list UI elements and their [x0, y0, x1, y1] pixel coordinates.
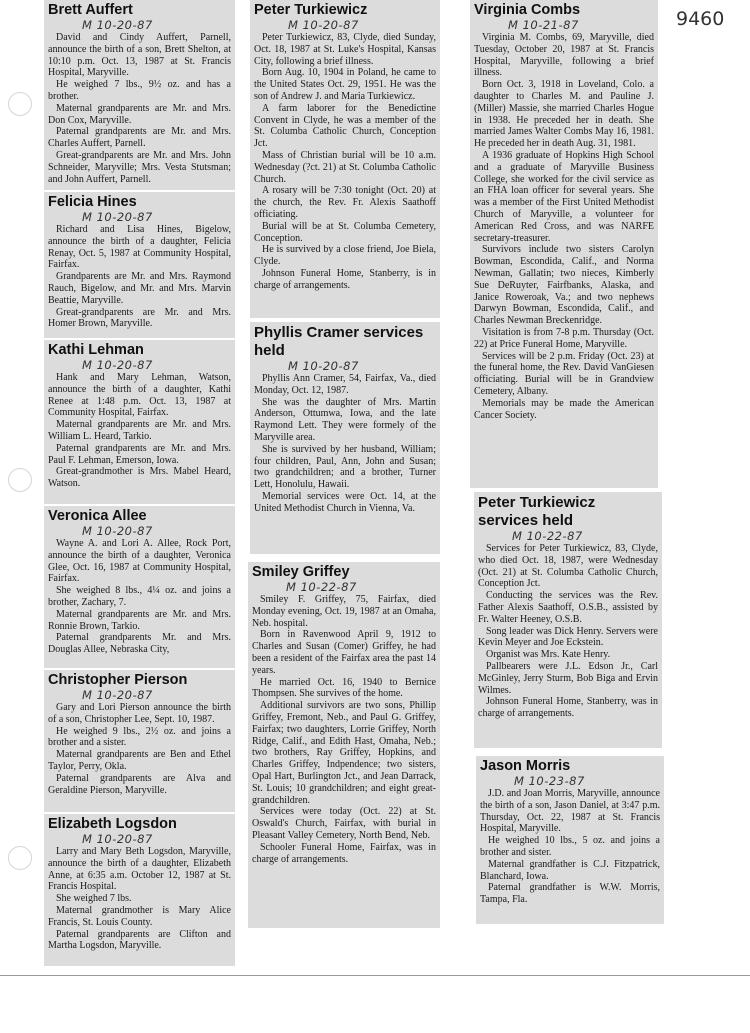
page-bottom-edge [0, 975, 750, 976]
paragraph: Born Aug. 10, 1904 in Poland, he came to the United States Oct. 29, 1951. He was the son of Andrew J. and Maria Turkiewicz. [254, 67, 436, 102]
paragraph: Virginia M. Combs, 69, Maryville, died Tuesday, October 20, 1987 at St. Francis Hospital, Maryville, following a brief illness. [474, 32, 654, 79]
paragraph: Peter Turkiewicz, 83, Clyde, died Sunday, Oct. 18, 1987 at St. Luke's Hospital, Kansas City, following a brief illness. [254, 32, 436, 67]
paragraph: Conducting the services was the Rev. Father Alexis Saathoff, O.S.B., assisted by Fr. Walter Heeney, O.S.B. [478, 590, 658, 625]
binder-hole-top [8, 92, 32, 116]
paragraph: Maternal grandfather is C.J. Fitzpatrick, Blanchard, Iowa. [480, 858, 660, 882]
clipping-brett-auffert [44, 0, 235, 190]
paragraph: Services will be 2 p.m. Friday (Oct. 23) at the funeral home, the Rev. David VanGiesen officiating. Burial will be in Grandview Cemetery, Albany. [474, 350, 654, 397]
date-stamp: M 10-20-87 [82, 688, 153, 702]
clipping-title: Kathi Lehman [48, 342, 144, 358]
clipping-title: Virginia Combs [474, 2, 581, 18]
paragraph: J.D. and Joan Morris, Maryville, announce the birth of a son, Jason Daniel, at 3:47 p.m. Thursday, Oct. 22, 1987 at St. Francis Hospital, Maryville. [480, 788, 660, 835]
paragraph: Great-grandparents are Mr. and Mrs. John Schneider, Maryville; Mrs. Vesta Stutsman; and John Auffert, Parnell. [48, 149, 231, 185]
clipping-title: Veronica Allee [48, 508, 147, 524]
date-stamp: M 10-20-87 [288, 18, 359, 32]
clipping-virginia-combs [470, 0, 658, 488]
date-stamp: M 10-20-87 [82, 358, 153, 372]
clipping-title: Jason Morris [480, 758, 571, 774]
date-stamp: M 10-21-87 [508, 18, 579, 32]
paragraph: She was the daughter of Mrs. Martin Anderson, Ottumwa, Iowa, and the late Raymond Lett. They were formely of the Maryville area. [254, 396, 436, 443]
paragraph: Memorial services were Oct. 14, at the United Methodist Church in Vienna, Va. [254, 490, 436, 514]
paragraph: Smiley F. Griffey, 75, Fairfax, died Monday evening, Oct. 19, 1987 at an Omaha, Neb. hospital. [252, 594, 436, 629]
clipping-felicia-hines [44, 192, 235, 338]
clipping-elizabeth-logsdon [44, 814, 235, 966]
paragraph: Great-grandmother is Mrs. Mabel Heard, Watson. [48, 466, 231, 490]
date-stamp: M 10-20-87 [82, 18, 153, 32]
paragraph: Organist was Mrs. Kate Henry. [486, 649, 611, 661]
clipping-title: Felicia Hines [48, 194, 137, 210]
clipping-jason-morris [476, 756, 664, 924]
date-stamp: M 10-22-87 [286, 580, 357, 594]
paragraph: Burial will be at St. Columba Cemetery, Conception. [254, 220, 436, 244]
paragraph: Paternal grandfather is W.W. Morris, Tampa, Fla. [480, 882, 660, 906]
paragraph: David and Cindy Auffert, Parnell, announce the birth of a son, Brett Shelton, at 10:10 p.m. Oct. 13, 1987 at St. Francis Hospital, Maryville. [48, 32, 231, 79]
paragraph: Paternal grandparents are Mr. and Mrs. Paul F. Lehman, Emerson, Iowa. [48, 442, 231, 466]
paragraph: Wayne A. and Lori A. Allee, Rock Port, announce the birth of a daughter, Veronica Glee, Oct. 16, 1987 at Community Hospital, Fairfax. [48, 538, 231, 585]
paragraph: Pallbearers were J.L. Edson Jr., Carl McGinley, Jerry Sturm, Bob Biga and Ervin Wilmes. [478, 660, 658, 696]
paragraph: Maternal grandparents are Mr. and Mrs. Don Cox, Maryville. [48, 102, 231, 126]
clipping-title: Peter Turkiewicz [254, 2, 368, 18]
paragraph: Richard and Lisa Hines, Bigelow, announce the birth of a daughter, Felicia Renay, Oct. 5, 1987 at Community Hospital, Fairfax. [48, 224, 231, 271]
date-stamp: M 10-20-87 [288, 359, 359, 373]
paragraph: Additional survivors are two sons, Phillip Griffey, Fremont, Neb., and Paul G. Griffey, Fairfax; two daughters, Lorrie Griffey, North Ridge, Calif., and Edith Hast, Omaha, Neb.; two brothers, Ray Griffey, Hopkins, and Charles Griffey, Indpendence; two sisters, Opal Hart, Burlington Jct., and Jean Darrack, St. Louis; 10 grandchildren; and eight great-grandchildren. [252, 700, 436, 806]
paragraph: She weighed 7 lbs. [56, 893, 132, 905]
clipping-veronica-allee [44, 506, 235, 668]
paragraph: Survivors include two sisters Carolyn Bowman, Escondida, Calif., and Norma Newman, Gallatin; two nieces, Kimberly Sue DeRuyter, Fairfbanks, Alaska, and Janice Roweroak, Va.; and two nephews Darwyn Bowman, Escondida, Calif., and Charles Newman Breckenridge. [474, 244, 654, 327]
paragraph: Larry and Mary Beth Logsdon, Maryville, announce the birth of a daughter, Elizabeth Anne, at 6:35 a.m. October 12, 1987 at St. Francis Hospital. [48, 846, 231, 893]
paragraph: He weighed 10 lbs., 5 oz. and joins a brother and sister. [480, 835, 660, 858]
page-number: 9460 [676, 8, 725, 30]
paragraph: Born Oct. 3, 1918 in Loveland, Colo. a daughter to Charles M. and Pauline J. (Miller) Massie, she married Charles Hogue in 1938. He preceded her in death. She married James Walter Combs May 16, 1981. He preceded her in death Aug. 31, 1981. [474, 79, 654, 150]
paragraph: Maternal grandmother is Mary Alice Francis, St. Louis County. [48, 904, 231, 928]
paragraph: Services for Peter Turkiewicz, 83, Clyde, who died Oct. 18, 1987, were Wednesday (Oct. 21) at St. Columba Catholic Church, Conception Jct. [478, 543, 658, 590]
paragraph: Gary and Lori Pierson announce the birth of a son, Christopher Lee, Sept. 10, 1987. [48, 702, 231, 725]
binder-hole-bottom [8, 846, 32, 870]
paragraph: Memorials may be made the American Cancer Society. [474, 397, 654, 421]
clipping-title: Smiley Griffey [252, 564, 350, 580]
paragraph: He weighed 7 lbs., 9½ oz. and has a brother. [48, 79, 231, 102]
date-stamp: M 10-20-87 [82, 524, 153, 538]
paragraph: Visitation is from 7-8 p.m. Thursday (Oct. 22) at Price Funeral Home, Maryville. [474, 326, 654, 350]
paragraph: Services were today (Oct. 22) at St. Oswald's Church, Fairfax, with burial in Pleasant Valley Cemetery, North Bend, Neb. [252, 806, 436, 841]
paragraph: He married Oct. 16, 1940 to Bernice Thompsen. She survives of the home. [252, 676, 436, 700]
paragraph: A rosary will be 7:30 tonight (Oct. 20) at the church, the Rev. Fr. Alexis Saathoff officiating. [254, 185, 436, 220]
date-stamp: M 10-23-87 [514, 774, 585, 788]
paragraph: Born in Ravenwood April 9, 1912 to Charles and Susan (Comer) Griffey, he had been a resident of the Fairfax area the past 14 years. [252, 629, 436, 676]
paragraph: A farm laborer for the Benedictine Convent in Clyde, he was a member of the St. Columba Catholic Church, Conception Jct. [254, 102, 436, 150]
paragraph: Maternal grandparents are Ben and Ethel Taylor, Perry, Okla. [48, 749, 231, 772]
paragraph: Mass of Christian burial will be 10 a.m. Wednesday (?ct. 21) at St. Columba Catholic Church. [254, 149, 436, 185]
date-stamp: M 10-22-87 [512, 529, 583, 543]
clipping-kathi-lehman [44, 340, 235, 504]
paragraph: Paternal grandparents are Mr. and Mrs. Charles Auffert, Parnell. [48, 126, 231, 150]
clipping-title: Brett Auffert [48, 2, 133, 18]
date-stamp: M 10-20-87 [82, 210, 153, 224]
paragraph: Grandparents are Mr. and Mrs. Raymond Rauch, Bigelow, and Mr. and Mrs. Marvin Beattie, Maryville. [48, 271, 231, 306]
clipping-title: Elizabeth Logsdon [48, 816, 177, 832]
clipping-smiley-griffey [248, 562, 440, 928]
paragraph: A 1936 graduate of Hopkins High School and a graduate of Maryville Business College, she worked for the civil service as an FHA loan officer for several years. She was a member of the First United Methodist Church of Maryville, a volunteer for American Red Cross, and was NARFE secretary-treasurer. [474, 149, 654, 244]
clipping-title: Phyllis Cramer services held [254, 324, 424, 359]
clipping-christopher-pierson [44, 670, 235, 812]
paragraph: Hank and Mary Lehman, Watson, announce the birth of a daughter, Kathi Renee at 1:48 p.m. Oct. 13, 1987 at Community Hospital, Fairfax. [48, 372, 231, 419]
clipping-peter-turkiewicz-services [474, 492, 662, 748]
paragraph: Johnson Funeral Home, Stanberry, was in charge of arrangements. [478, 696, 658, 720]
paragraph: Johnson Funeral Home, Stanberry, is in charge of arrangements. [254, 267, 436, 291]
paragraph: Schooler Funeral Home, Fairfax, was in charge of arrangements. [252, 841, 436, 865]
clipping-phyllis-cramer [250, 322, 440, 554]
paragraph: She is survived by her husband, William; four children, Paul, Ann, John and Susan; two grandchildren; and a brother, Turner Lett, Honolulu, Hawaii. [254, 443, 436, 491]
clipping-title: Christopher Pierson [48, 672, 188, 688]
clipping-peter-turkiewicz [250, 0, 440, 318]
paragraph: She weighed 8 lbs., 4¼ oz. and joins a brother, Zachary, 7. [48, 585, 231, 608]
paragraph: Paternal grandparents are Alva and Geraldine Pierson, Maryville. [48, 772, 231, 796]
paragraph: He is survived by a close friend, Joe Biela, Clyde. [254, 244, 436, 268]
paragraph: Maternal grandparents are Mr. and Mrs. William L. Heard, Tarkio. [48, 419, 231, 442]
binder-hole-middle [8, 468, 32, 492]
paragraph: Maternal grandparents are Mr. and Mrs. Ronnie Brown, Tarkio. [48, 608, 231, 632]
paragraph: Song leader was Dick Henry. Servers were Kevin Meyer and Joe Eckstein. [478, 625, 658, 649]
paragraph: Phyllis Ann Cramer, 54, Fairfax, Va., died Monday, Oct. 12, 1987. [254, 373, 436, 396]
clipping-title: Peter Turkiewicz services held [478, 494, 596, 529]
paragraph: Great-grandparents are Mr. and Mrs. Homer Brown, Maryville. [48, 306, 231, 330]
paragraph: Paternal grandparents are Clifton and Martha Logsdon, Maryville. [48, 928, 231, 952]
date-stamp: M 10-20-87 [82, 832, 153, 846]
paragraph: Paternal grandparents Mr. and Mrs. Douglas Allee, Nebraska City, [48, 632, 231, 656]
paragraph: He weighed 9 lbs., 2½ oz. and joins a brother and a sister. [48, 725, 231, 749]
